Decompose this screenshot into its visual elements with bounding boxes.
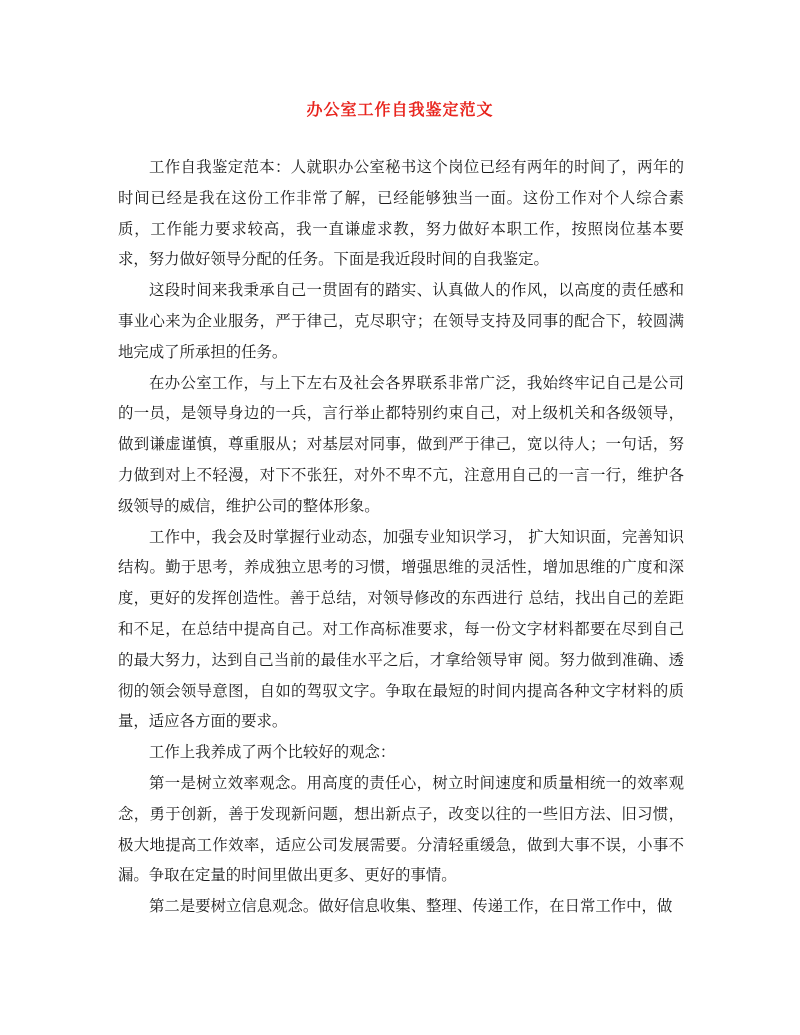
paragraph-efficiency-concept: 第一是树立效率观念。用高度的责任心，树立时间速度和质量相统一的效率观念，勇于创新，善于发现新问题，想出新点子，改变以往的一些旧方法、旧习惯，极大地提高工作效率，适应公司发展需要。分清轻重缓急，做到大事不误，小事不漏。争取在定量的时间里做出更多、更好的事情。 (118, 773, 684, 885)
paragraph-information-concept: 第二是要树立信息观念。做好信息收集、整理、传递工作，在日常工作中，做 (149, 897, 673, 916)
paragraph-intro: 工作自我鉴定范本：人就职办公室秘书这个岗位已经有两年的时间了，两年的时间已经是我在这份工作非常了解，已经能够独当一面。这份工作对个人综合素质，工作能力要求较高，我一直谦虚求教，努力做好本职工作，按照岗位基本要求，努力做好领导分配的任务。下面是我近段时间的自我鉴定。 (118, 158, 684, 269)
paragraph-work-style: 这段时间来我秉承自己一贯固有的踏实、认真做人的作风，以高度的责任感和事业心来为企业服务，严于律己，克尽职守；在领导支持及同事的配合下，较圆满地完成了所承担的任务。 (118, 281, 684, 361)
paragraph-two-concepts: 工作上我养成了两个比较好的观念： (149, 743, 396, 762)
paragraph-learning: 工作中，我会及时掌握行业动态，加强专业知识学习， 扩大知识面，完善知识结构。勤于思考，养成独立思考的习惯，增强思维的灵活性，增加思维的广度和深度，更好的发挥创造性。善于总结，对领导修改的东西进行 总结，找出自己的差距和不足，在总结中提高自己。对工作高标准要求，每一份文字材料都要在尽到自己的最大努力，达到自己当前的最佳水平之后，才拿给领导审 阅。努力做到准确、透彻的领会领导意图，自如的驾驭文字。争取在最短的时间内提高各种文字材料的质量，适应各方面的要求。 (118, 527, 684, 731)
paragraph-office-conduct: 在办公室工作，与上下左右及社会各界联系非常广泛，我始终牢记自己是公司的一员，是领导身边的一兵，言行举止都特别约束自己，对上级机关和各级领导，做到谦虚谨慎，尊重服从；对基层对同事，做到严于律己，宽以待人；一句话，努力做到对上不轻漫，对下不张狂，对外不卑不亢，注意用自己的一言一行，维护各级领导的威信，维护公司的整体形象。 (118, 373, 684, 515)
document-title: 办公室工作自我鉴定范文 (306, 100, 494, 119)
document-body (118, 152, 684, 922)
